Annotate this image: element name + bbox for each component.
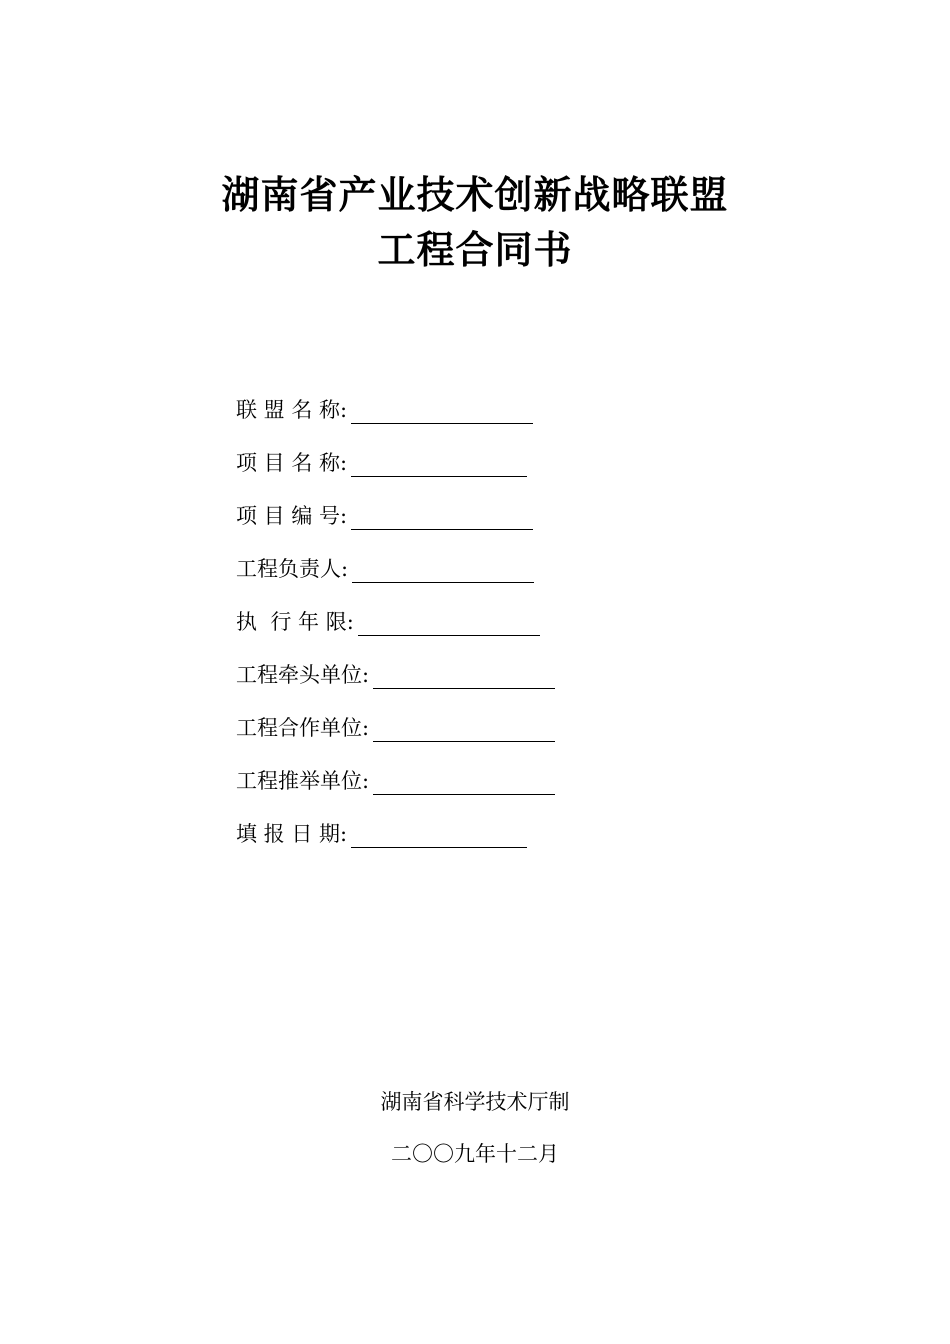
field-alliance-name	[236, 392, 533, 424]
field-label: 项 目 编 号:	[236, 504, 348, 528]
lead-unit-blank[interactable]	[373, 662, 555, 689]
recommending-unit-blank[interactable]	[373, 768, 555, 795]
document-subtitle: 工程合同书	[377, 227, 573, 272]
field-label: 执 行 年 限:	[236, 610, 354, 634]
project-number-blank[interactable]	[351, 503, 533, 530]
field-project-name	[236, 445, 527, 477]
field-submission-date	[236, 816, 527, 848]
field-label: 填 报 日 期:	[236, 822, 348, 846]
document-title: 湖南省产业技术创新战略联盟	[221, 172, 729, 217]
field-label: 工程合作单位:	[236, 716, 370, 740]
field-label: 工程推举单位:	[236, 769, 370, 793]
field-label: 项 目 名 称:	[236, 451, 348, 475]
field-label: 工程牵头单位:	[236, 663, 370, 687]
field-recommending-unit	[236, 763, 555, 795]
field-execution-period	[236, 604, 540, 636]
alliance-name-blank[interactable]	[351, 397, 533, 424]
project-leader-blank[interactable]	[352, 556, 534, 583]
field-lead-unit	[236, 657, 555, 689]
project-name-blank[interactable]	[351, 450, 527, 477]
execution-period-blank[interactable]	[358, 609, 540, 636]
field-project-number	[236, 498, 533, 530]
submission-date-blank[interactable]	[351, 821, 527, 848]
field-project-leader	[236, 551, 534, 583]
field-label: 工程负责人:	[236, 557, 349, 581]
field-cooperating-unit	[236, 710, 555, 742]
issue-date-text: 二〇〇九年十二月	[391, 1142, 559, 1166]
field-label: 联 盟 名 称:	[236, 398, 348, 422]
issuer-text: 湖南省科学技术厅制	[380, 1090, 570, 1114]
cooperating-unit-blank[interactable]	[373, 715, 555, 742]
